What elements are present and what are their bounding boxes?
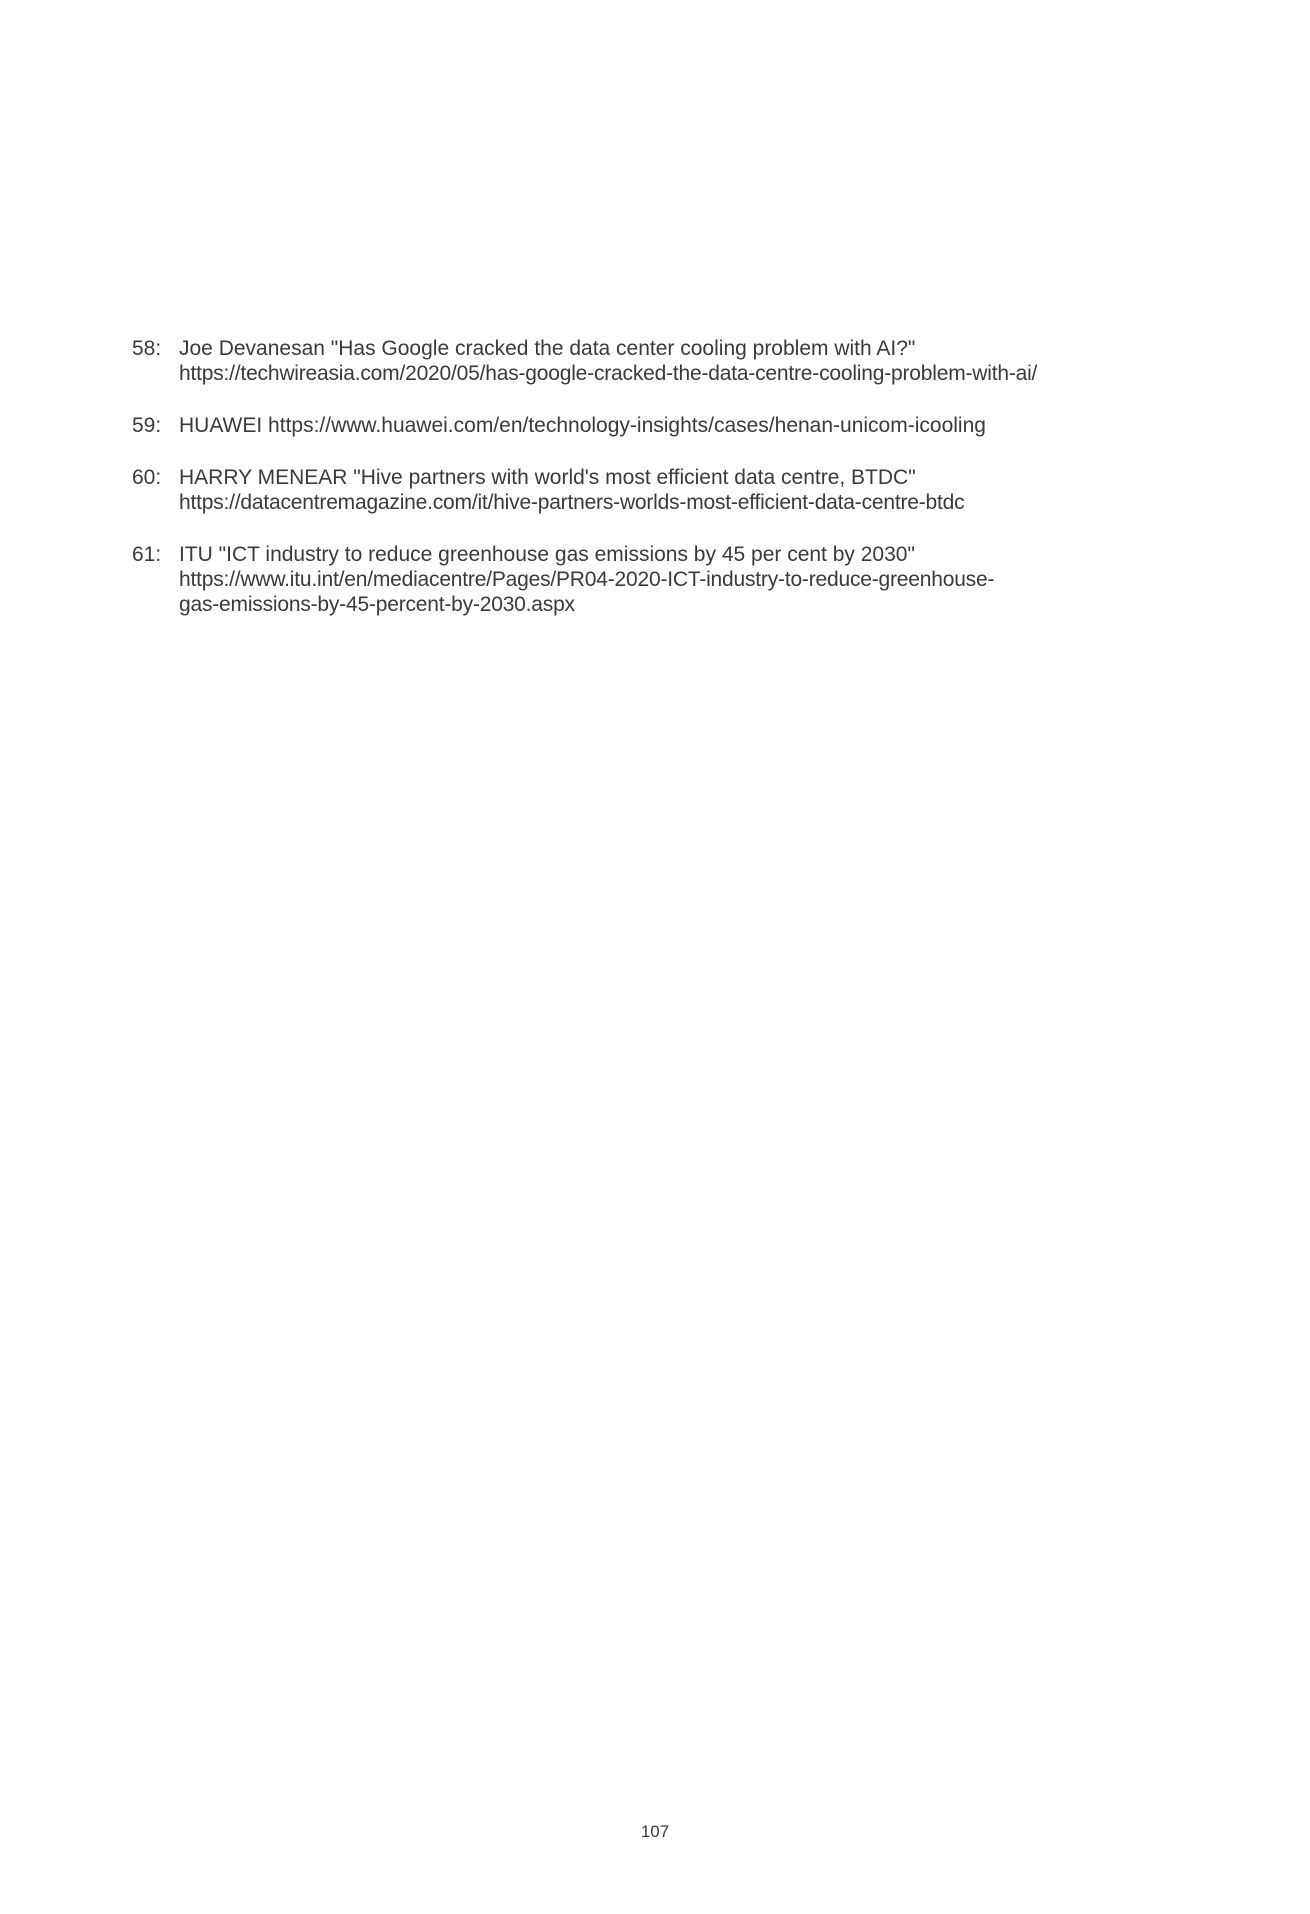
reference-number: 60: bbox=[132, 466, 162, 489]
reference-url-link-continued[interactable]: gas-emissions-by-45-percent-by-2030.aspx bbox=[179, 593, 575, 616]
reference-url-link[interactable]: https://www.itu.int/en/mediacentre/Pages/PR04-2020-ICT-industry-to-reduce-greenhouse- bbox=[179, 568, 995, 591]
reference-url-link[interactable]: https://datacentremagazine.com/it/hive-partners-worlds-most-efficient-data-centre-btdc bbox=[179, 491, 965, 514]
page-number: 107 bbox=[640, 1822, 670, 1841]
reference-item-61 bbox=[132, 542, 1192, 617]
reference-body bbox=[179, 336, 1192, 386]
reference-title: Joe Devanesan "Has Google cracked the data center cooling problem with AI?" bbox=[179, 337, 916, 360]
reference-title: HARRY MENEAR "Hive partners with world's most efficient data centre, BTDC" bbox=[179, 466, 916, 489]
reference-number: 59: bbox=[132, 414, 162, 437]
reference-url-link[interactable]: https://techwireasia.com/2020/05/has-google-cracked-the-data-centre-cooling-problem-with-ai/ bbox=[179, 362, 1038, 385]
reference-body bbox=[179, 465, 1192, 515]
reference-number: 61: bbox=[132, 543, 162, 566]
reference-item-60 bbox=[132, 465, 1192, 515]
reference-list bbox=[132, 336, 1192, 644]
reference-item-59 bbox=[132, 413, 1192, 438]
reference-title[interactable]: HUAWEI https://www.huawei.com/en/technology-insights/cases/henan-unicom-icooling bbox=[179, 414, 986, 437]
reference-title: ITU "ICT industry to reduce greenhouse gas emissions by 45 per cent by 2030" bbox=[179, 543, 915, 566]
reference-item-58 bbox=[132, 336, 1192, 386]
reference-body bbox=[179, 413, 1192, 438]
reference-number: 58: bbox=[132, 337, 162, 360]
reference-body bbox=[179, 542, 1192, 617]
